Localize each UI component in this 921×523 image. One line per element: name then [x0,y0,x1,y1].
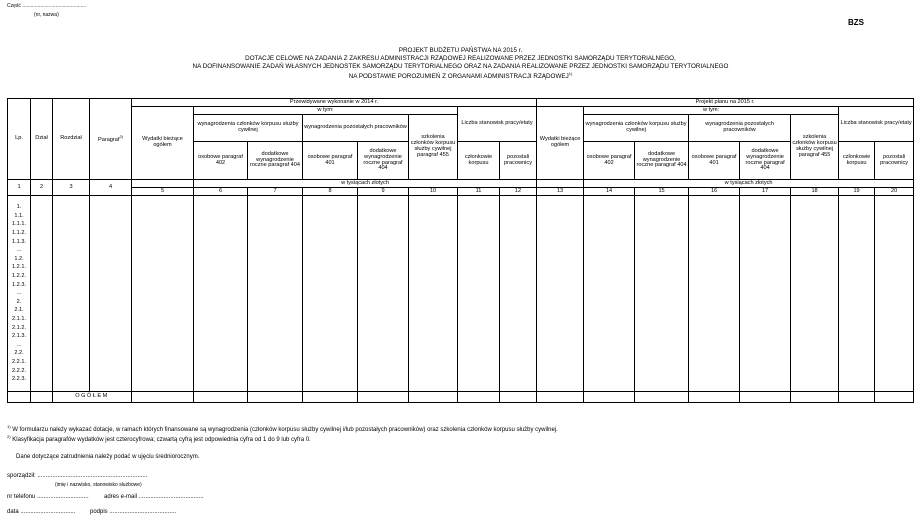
lp-item: ... [16,290,22,297]
header-szkolenia-2015: szkolenia członków korpusu służby cywilnej paragraf 455 [791,115,839,180]
unit-spacer-2014 [132,180,194,188]
czesc-dots: .............................................. [22,3,87,9]
body-cell[interactable] [31,196,53,392]
header-osobowe-401-2015: osobowe paragraf 401 [689,142,740,180]
body-cell[interactable] [53,196,90,392]
unit-spacer-2015 [537,180,584,188]
title-line-3: NA DOFINANSOWANIE ZADAŃ WŁASNYCH JEDNOSTEK SAMORZĄDU TERYTORIALNEGO ORAZ NA ZADANIA REALIZOWANE PRZEZ JEDNOSTKI SAMORZĄDU TERYTORIALNEGO [192,63,729,70]
lp-item: 2.2.3. [12,376,26,383]
total-cell[interactable] [791,392,839,403]
total-cell[interactable] [839,392,875,403]
header-w-tym-2015: w tym: [584,107,839,115]
colnum-13: 13 [537,188,584,196]
lp-items-cell [8,196,31,392]
budget-form-table [7,98,914,403]
lp-item: 1.1.1. [12,221,26,228]
header-liczba-stanowisk-2014: Liczba stanowisk pracy/etaty [458,107,537,142]
title-line-1: PROJEKT BUDŻETU PAŃSTWA NA 2015 r. [398,47,523,54]
footnote-2 [7,434,311,443]
body-cell[interactable] [458,196,500,392]
lp-item: 2.1.2. [12,324,26,331]
body-cell[interactable] [537,196,584,392]
table-body-row [8,196,914,392]
colnum-9: 9 [358,188,409,196]
header-dodatkowe-404-2015: dodatkowe wynagrodzenie roczne paragraf 404 [635,142,689,180]
header-wyn-czlonkow-2014: wynagrodzenia członków korpusu służby cywilnej [194,115,303,142]
header-group-2014: Przewidywane wykonanie w 2014 r. [132,99,537,107]
total-row [8,392,914,403]
total-cell[interactable] [194,392,248,403]
title-footnote-mark: 1) [568,71,573,76]
body-cell[interactable] [358,196,409,392]
header-w-tym-2014: w tym: [194,107,458,115]
footnote-2-text: Klasyfikacja paragrafów wydatków jest czterocyfrowa; czwartą cyfrą jest odpowiednia cyfra od 1 do 9 lub cyfra 0. [12,437,311,443]
total-cell[interactable] [303,392,358,403]
czesc-hint: (nr, nazwa) [34,12,59,18]
body-cell[interactable] [500,196,537,392]
total-cell[interactable] [8,392,31,403]
phone-field[interactable]: nr telefonu ............................... [7,494,89,500]
header-wydatki-2015: Wydatki bieżące ogółem [537,107,584,180]
body-cell[interactable] [875,196,914,392]
header-wyn-pozostalych-2015: wynagrodzenia pozostałych pracowników [689,115,791,142]
footnote-1-mark: 1) [7,424,11,429]
header-paragraf [90,99,132,180]
header-osobowe-402-2015: osobowe paragraf 402 [584,142,635,180]
header-rozdzial: Rozdział [53,99,90,180]
total-cell[interactable] [584,392,635,403]
colnum-14: 14 [584,188,635,196]
footnote-2-mark: 2) [7,434,11,439]
colnum-4: 4 [90,180,132,196]
date-field[interactable]: data ................................. [7,509,76,515]
header-dodatkowe-404b-2015: dodatkowe wynagrodzenie roczne paragraf 404 [740,142,791,180]
title-line-4-text: NA PODSTAWIE POROZUMIEŃ Z ORGANAMI ADMINISTRACJI RZĄDOWEJ [348,73,569,81]
colnum-15: 15 [635,188,689,196]
header-lp: Lp. [8,99,31,180]
total-cell[interactable] [31,392,53,403]
total-cell[interactable] [689,392,740,403]
lp-item: 1.1. [14,212,24,219]
lp-item: 2.2.2. [12,367,26,374]
colnum-20: 20 [875,188,914,196]
body-cell[interactable] [584,196,635,392]
lp-item: 1.2. [14,255,24,262]
body-cell[interactable] [132,196,194,392]
colnum-10: 10 [409,188,458,196]
body-cell[interactable] [90,196,132,392]
header-wydatki-2014: Wydatki bieżące ogółem [132,107,194,180]
colnum-11: 11 [458,188,500,196]
total-cell[interactable] [358,392,409,403]
header-liczba-stanowisk-2015: Liczba stanowisk pracy/etaty [839,107,914,142]
form-code: BZS [848,18,864,27]
header-czlonkowie-2014: członkowie korpusu [458,142,500,180]
footnote-1-text: W formularzu należy wykazać dotacje, w ramach których finansowane są wynagrodzenia (członków korpusu służby cywilnej i/lub pozostałych pracowników) oraz szkolenia członków korpusu służby cywilnej. [12,427,558,433]
czesc-label [7,3,86,9]
header-group-2015: Projekt planu na 2015 r. [537,99,914,107]
total-cell[interactable] [500,392,537,403]
lp-item: 1.1.3. [12,238,26,245]
colnum-17: 17 [740,188,791,196]
total-cell[interactable] [635,392,689,403]
header-osobowe-402-2014: osobowe paragraf 402 [194,142,248,180]
header-pozostali-2015: pozostali pracownicy [875,142,914,180]
title-line-4 [0,71,921,80]
header-dodatkowe-404b-2014: dodatkowe wynagrodzenie roczne paragraf 404 [358,142,409,180]
lp-item: 1.2.1. [12,264,26,271]
colnum-3: 3 [53,180,90,196]
lp-item: 2.1. [14,307,24,314]
czesc-text: Część [7,3,21,9]
colnum-16: 16 [689,188,740,196]
sporzadzil-hint: (imię i nazwisko, stanowisko służbowe) [55,482,142,488]
body-cell[interactable] [303,196,358,392]
header-wyn-pozostalych-2014: wynagrodzenia pozostałych pracowników [303,115,409,142]
body-cell[interactable] [194,196,248,392]
body-cell[interactable] [839,196,875,392]
colnum-6: 6 [194,188,248,196]
colnum-12: 12 [500,188,537,196]
lp-item: 1.2.2. [12,273,26,280]
body-cell[interactable] [791,196,839,392]
signature-field[interactable]: podpis ........................................ [90,509,177,515]
unit-2014: w tysiącach złotych [194,180,537,188]
colnum-7: 7 [248,188,303,196]
body-cell[interactable] [635,196,689,392]
unit-2015: w tysiącach złotych [584,180,914,188]
header-osobowe-401-2014: osobowe paragraf 401 [303,142,358,180]
body-cell[interactable] [248,196,303,392]
lp-item: ... [16,247,22,254]
colnum-18: 18 [791,188,839,196]
header-dodatkowe-404-2014: dodatkowe wynagrodzenie roczne paragraf 404 [248,142,303,180]
body-cell[interactable] [689,196,740,392]
total-cell[interactable] [248,392,303,403]
total-cell[interactable] [409,392,458,403]
employment-note: Dane dotyczące zatrudnienia należy podać w ujęciu średniorocznym. [16,454,200,460]
colnum-1: 1 [8,180,31,196]
header-wyn-czlonkow-2015: wynagrodzenia członków korpusu służby cywilnej [584,115,689,142]
title-line-2: DOTACJE CELOWE NA ZADANIA Z ZAKRESU ADMINISTRACJI RZĄDOWEJ REALIZOWANE PRZEZ JEDNOSTKI SAMORZĄDU TERYTORIALNEGO, [245,55,676,62]
lp-item: 1. [16,204,22,211]
body-cell[interactable] [409,196,458,392]
lp-item: 2.2.1. [12,358,26,365]
colnum-2: 2 [31,180,53,196]
header-szkolenia-2014: szkolenia członków korpusu służby cywilnej paragraf 455 [409,115,458,180]
lp-item: ... [16,341,22,348]
colnum-19: 19 [839,188,875,196]
colnum-8: 8 [303,188,358,196]
header-dzial: Dział [31,99,53,180]
footnote-1 [7,424,558,433]
lp-item: 2.2. [14,350,24,357]
paragraf-text: Paragraf [97,136,120,143]
total-label: OGÓŁEM [53,392,132,403]
colnum-5: 5 [132,188,194,196]
total-cell[interactable] [458,392,500,403]
lp-item: 1.2.3. [12,281,26,288]
lp-item: 2. [16,298,22,305]
total-cell[interactable] [537,392,584,403]
total-cell[interactable] [132,392,194,403]
total-cell[interactable] [875,392,914,403]
header-pozostali-2014: pozostali pracownicy [500,142,537,180]
lp-item: 2.1.1. [12,315,26,322]
sporzadzil-field[interactable]: sporządził: .................................................................. [7,473,148,479]
total-cell[interactable] [740,392,791,403]
paragraf-footnote-mark: 2) [119,133,124,139]
lp-item: 1.1.2. [12,230,26,237]
body-cell[interactable] [740,196,791,392]
lp-item: 2.1.3. [12,333,26,340]
header-czlonkowie-2015: członkowie korpusu [839,142,875,180]
email-field[interactable]: adres e-mail ....................................... [104,494,204,500]
